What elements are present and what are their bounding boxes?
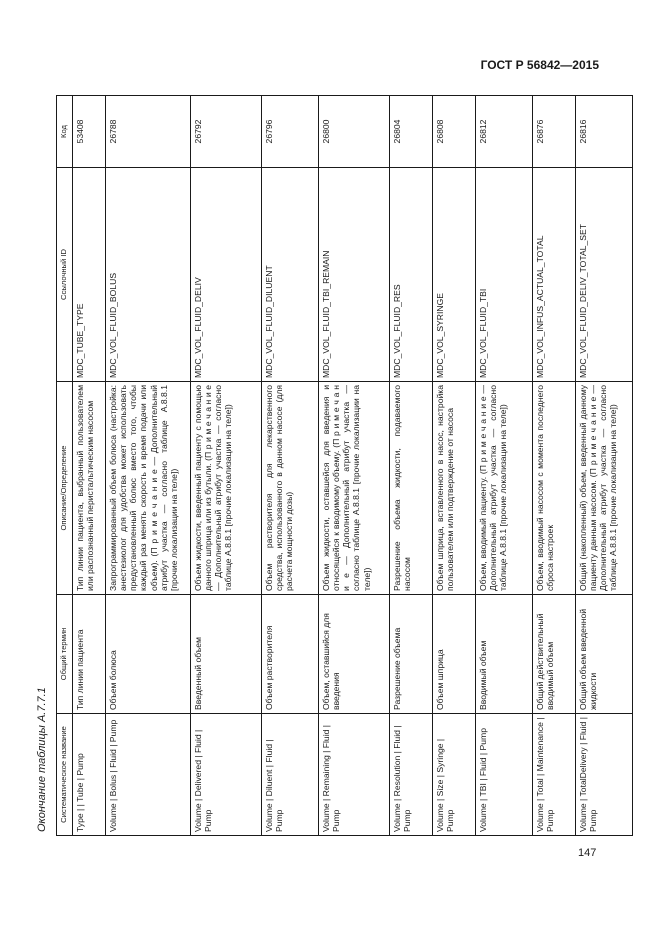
table-row xyxy=(73,96,106,836)
table-row xyxy=(106,96,191,836)
terms-table xyxy=(56,95,633,836)
cell-systematic-name: Volume | Delivered | Fluid | Pump xyxy=(191,714,262,836)
cell-description: Объем шприца, вставленного в насос, настройка пользователем или подтверждение от насоса xyxy=(433,382,476,595)
cell-reference-id: MDC_VOL_FLUID_DILUENT xyxy=(262,168,319,382)
cell-description: Объем жидкости, введенный пациенту с помощью данного шприца или из бутыли. (П р и м е ч а н и е — Дополнительный атрибут участка — согласно таблице А.8.8.1 [прочие локализации на теле]) xyxy=(191,382,262,595)
table-body xyxy=(73,96,633,836)
table-row xyxy=(319,96,390,836)
cell-code: 26876 xyxy=(533,96,576,168)
cell-reference-id: MDC_VOL_SYRINGE xyxy=(433,168,476,382)
rotated-table-container xyxy=(56,96,619,836)
cell-reference-id: MDC_VOL_INFUS_ACTUAL_TOTAL xyxy=(533,168,576,382)
cell-code: 26800 xyxy=(319,96,390,168)
cell-systematic-name: Type | | Tube | Pump xyxy=(73,714,106,836)
table-row xyxy=(433,96,476,836)
cell-reference-id: MDC_VOL_FLUID_TBI xyxy=(476,168,533,382)
table-row xyxy=(390,96,433,836)
cell-common-term: Разрешение объема xyxy=(390,595,433,714)
cell-description: Объем растворителя для лекарственного средства, использованного в данном насосе (для расчета мощности дозы) xyxy=(262,382,319,595)
table-row xyxy=(476,96,533,836)
cell-code: 26792 xyxy=(191,96,262,168)
header-reference-id: Ссылочный ID xyxy=(57,168,73,382)
cell-description: Объем жидкости, оставшейся для введения и относящейся к вводимому объему. (П р и м е ч а н и е — Дополнительный атрибут участка — согласно таблице А.8.8.1 [прочие локализации на теле]) xyxy=(319,382,390,595)
cell-systematic-name: Volume | Size | Syringe | Pump xyxy=(433,714,476,836)
header-common-term: Общий термин xyxy=(57,595,73,714)
cell-description: Запрограммированный объем болюса (настройка: анестезиолог для удобства может использовать предустановленный болюс вместо того, чтобы каждый раз менять скорость и время подачи или объем). (П р и м е ч а н и е — Дополнительный атрибут участка — согласно таблице А.8.8.1 [прочие локализации на теле]) xyxy=(106,382,191,595)
header-systematic-name: Систематическое название xyxy=(57,714,73,836)
cell-systematic-name: Volume | TBI | Fluid | Pump xyxy=(476,714,533,836)
cell-description: Объем, вводимый насосом с момента последнего сброса настроек xyxy=(533,382,576,595)
page-number: 147 xyxy=(578,847,597,859)
cell-reference-id: MDC_VOL_FLUID_DELIV_TOTAL_SET xyxy=(576,168,633,382)
cell-systematic-name: Volume | TotalDelivery | Fluid | Pump xyxy=(576,714,633,836)
cell-code: 26796 xyxy=(262,96,319,168)
cell-reference-id: MDC_VOL_FLUID_RES xyxy=(390,168,433,382)
cell-code: 53408 xyxy=(73,96,106,168)
table-row xyxy=(533,96,576,836)
cell-reference-id: MDC_VOL_FLUID_TBI_REMAIN xyxy=(319,168,390,382)
cell-systematic-name: Volume | Remaining | Fluid | Pump xyxy=(319,714,390,836)
table-row xyxy=(576,96,633,836)
cell-reference-id: MDC_TUBE_TYPE xyxy=(73,168,106,382)
cell-systematic-name: Volume | Diluent | Fluid | Pump xyxy=(262,714,319,836)
cell-description: Общий (накопленный) объем, введенный данному пациенту данным насосом. (П р и м е ч а н и е — Дополнительный атрибут участка — согласно таблице А.8.8.1 [прочие локализации на теле]) xyxy=(576,382,633,595)
cell-common-term: Объем шприца xyxy=(433,595,476,714)
cell-common-term: Введенный объем xyxy=(191,595,262,714)
cell-systematic-name: Volume | Bolus | Fluid | Pump xyxy=(106,714,191,836)
cell-code: 26816 xyxy=(576,96,633,168)
cell-reference-id: MDC_VOL_FLUID_DELIV xyxy=(191,168,262,382)
standard-designation: ГОСТ Р 56842—2015 xyxy=(480,58,599,72)
cell-code: 26808 xyxy=(433,96,476,168)
cell-systematic-name: Volume | Resolution | Fluid | Pump xyxy=(390,714,433,836)
cell-common-term: Общий объем введенной жидкости xyxy=(576,595,633,714)
header-description: Описание/Определение xyxy=(57,382,73,595)
cell-description: Объем, вводимый пациенту. (П р и м е ч а н и е — Дополнительный атрибут участка — согласно таблице А.8.8.1 [прочие локализации на теле]) xyxy=(476,382,533,595)
cell-common-term: Объем, оставшийся для введения xyxy=(319,595,390,714)
cell-common-term: Вводимый объем xyxy=(476,595,533,714)
table-row xyxy=(191,96,262,836)
cell-common-term: Объем болюса xyxy=(106,595,191,714)
cell-code: 26804 xyxy=(390,96,433,168)
cell-code: 26812 xyxy=(476,96,533,168)
table-header-row xyxy=(57,96,73,836)
cell-systematic-name: Volume | Total | Maintenance | Pump xyxy=(533,714,576,836)
table-caption: Окончание таблицы А.7.7.1 xyxy=(36,687,48,832)
cell-common-term: Объем растворителя xyxy=(262,595,319,714)
cell-description: Тип линии пациента, выбранный пользователем или распознанный перистальтическим насосом xyxy=(73,382,106,595)
cell-common-term: Тип линии пациента xyxy=(73,595,106,714)
table-row xyxy=(262,96,319,836)
cell-description: Разрешение объема жидкости, подаваемого насосом xyxy=(390,382,433,595)
cell-code: 26788 xyxy=(106,96,191,168)
header-code: Код xyxy=(57,96,73,168)
cell-common-term: Общий действительный вводимый объем xyxy=(533,595,576,714)
cell-reference-id: MDC_VOL_FLUID_BOLUS xyxy=(106,168,191,382)
